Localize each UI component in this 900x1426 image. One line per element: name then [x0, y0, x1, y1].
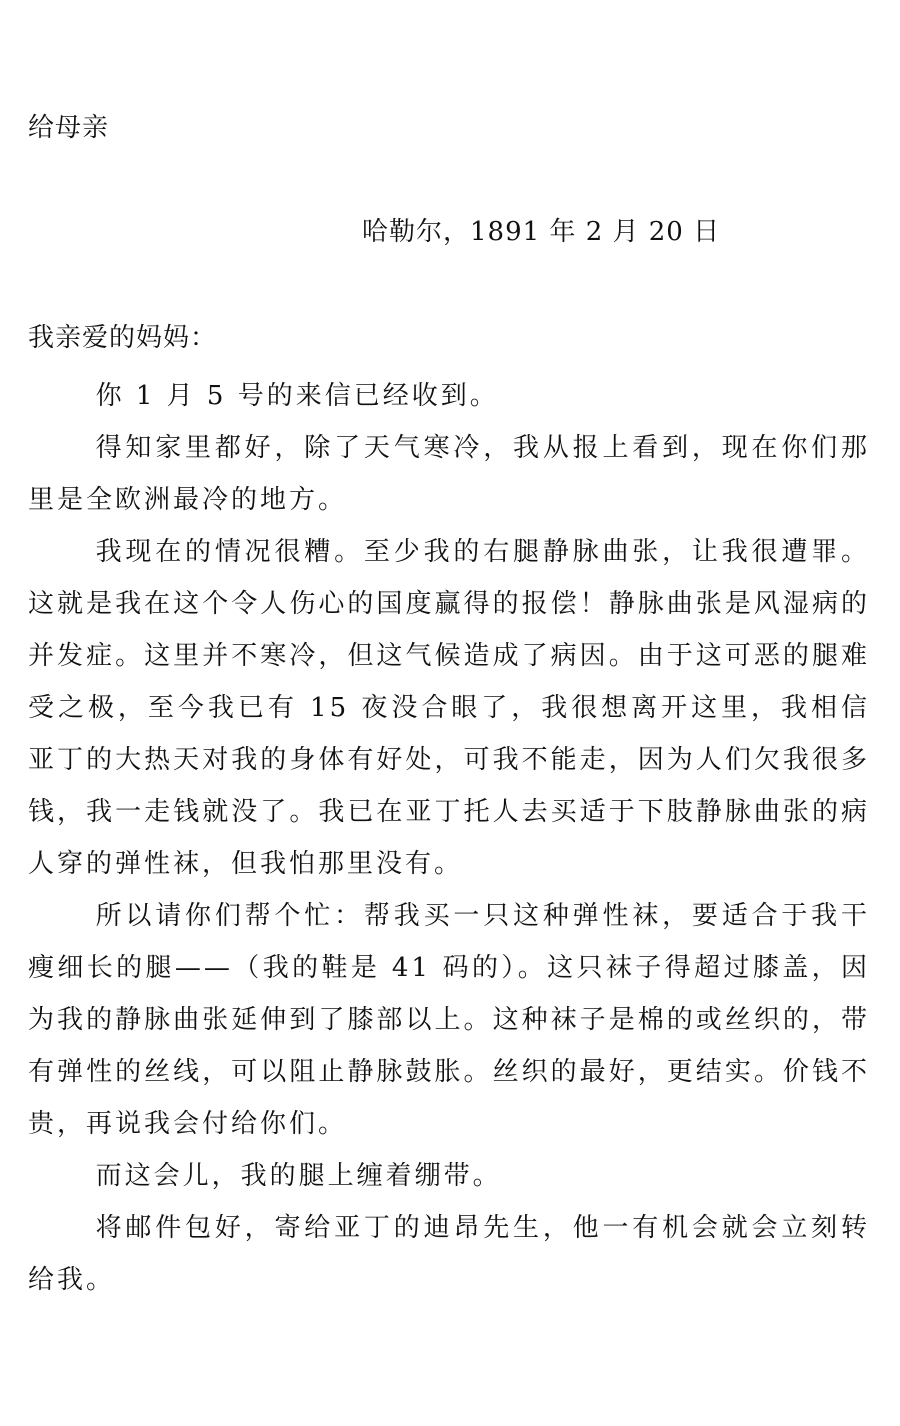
letter-salutation: 我亲爱的妈妈：: [28, 323, 218, 353]
letter-title: 给母亲: [28, 113, 110, 143]
paragraph-2: 得知家里都好，除了天气寒冷，我从报上看到，现在你们那里是全欧洲最冷的地方。: [28, 433, 870, 515]
paragraph-3: 我现在的情况很糟。至少我的右腿静脉曲张，让我很遭罪。这就是我在这个令人伤心的国度赢得的报偿！静脉曲张是风湿病的并发症。这里并不寒冷，但这气候造成了病因。由于这可恶的腿难受之极，至今我已有 15 夜没合眼了，我很想离开这里，我相信亚丁的大热天对我的身体有好处，可我不能走，因为人们欠我很多钱，我一走钱就没了。我已在亚丁托人去买适于下肢静脉曲张的病人穿的弹性袜，但我怕那里没有。: [28, 537, 870, 879]
letter-dateline: 哈勒尔，1891 年 2 月 20 日: [362, 217, 721, 247]
paragraph-4: 所以请你们帮个忙：帮我买一只这种弹性袜，要适合于我干瘦细长的腿——（我的鞋是 41 码的）。这只袜子得超过膝盖，因为我的静脉曲张延伸到了膝部以上。这种袜子是棉的或丝织的，带有弹性的丝线，可以阻止静脉鼓胀。丝织的最好，更结实。价钱不贵，再说我会付给你们。: [28, 901, 870, 1139]
letter-body: [28, 370, 870, 1306]
paragraph-1: 你 1 月 5 号的来信已经收到。: [95, 381, 499, 411]
paragraph-5: 而这会儿，我的腿上缠着绷带。: [95, 1161, 502, 1191]
paragraph-6: 将邮件包好，寄给亚丁的迪昂先生，他一有机会就会立刻转给我。: [28, 1213, 870, 1295]
